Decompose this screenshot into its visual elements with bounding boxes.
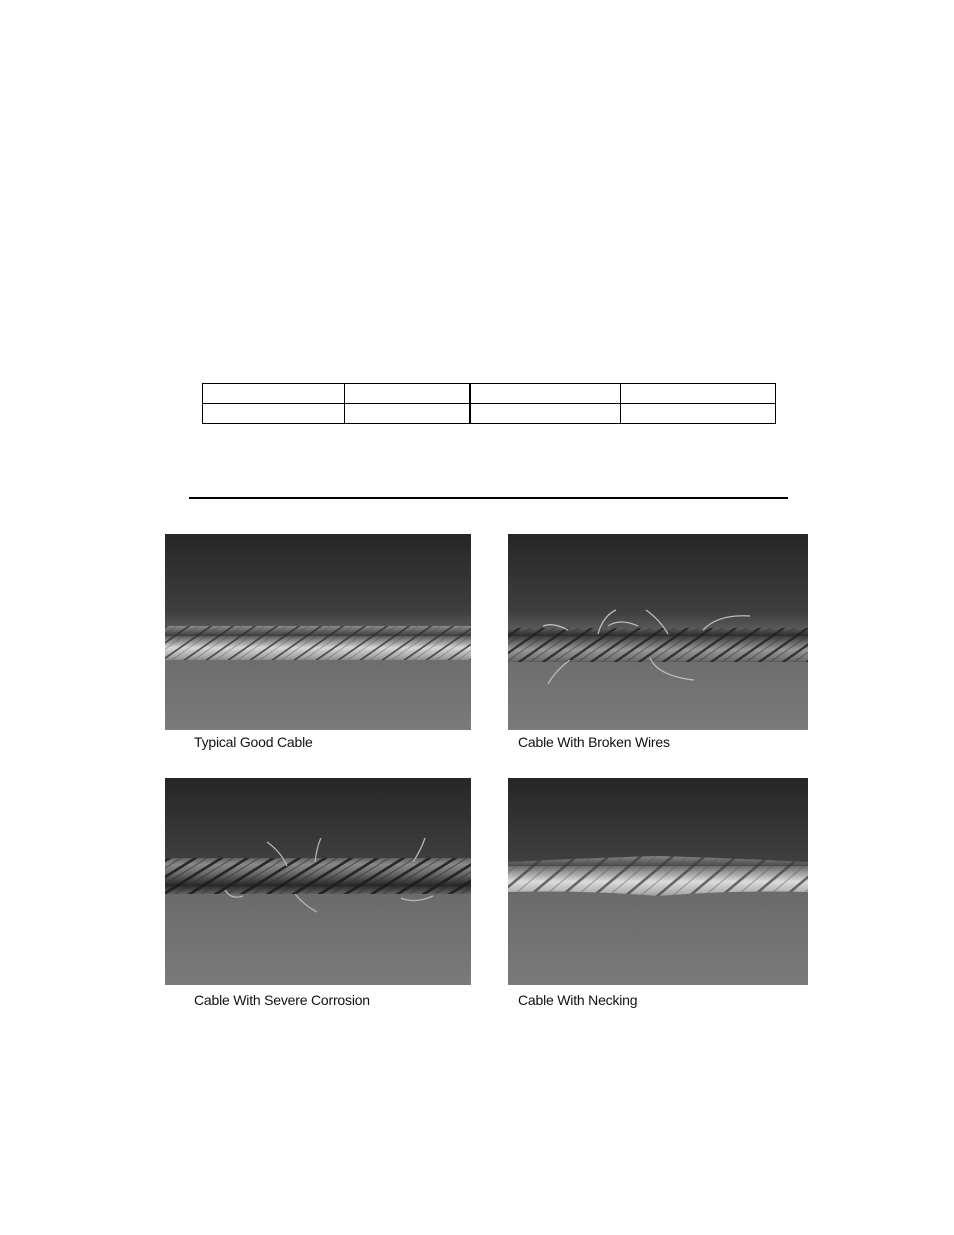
figure-caption: Typical Good Cable [194, 734, 313, 750]
table-row [203, 404, 776, 424]
table-cell [203, 404, 345, 424]
table-cell [470, 404, 621, 424]
figure-caption: Cable With Necking [518, 992, 638, 1008]
table-cell [470, 384, 621, 404]
broken-wires-cable-photo [508, 534, 808, 730]
table-cell [345, 404, 470, 424]
empty-table [202, 383, 776, 424]
horizontal-rule [189, 497, 788, 499]
corroded-cable-photo [165, 778, 471, 985]
figure-caption: Cable With Broken Wires [518, 734, 670, 750]
table-cell [621, 384, 776, 404]
figure-caption: Cable With Severe Corrosion [194, 992, 370, 1008]
table-row [203, 384, 776, 404]
good-cable-photo [165, 534, 471, 730]
table-cell [345, 384, 470, 404]
table-cell [621, 404, 776, 424]
table-cell [203, 384, 345, 404]
necking-cable-photo [508, 778, 808, 985]
